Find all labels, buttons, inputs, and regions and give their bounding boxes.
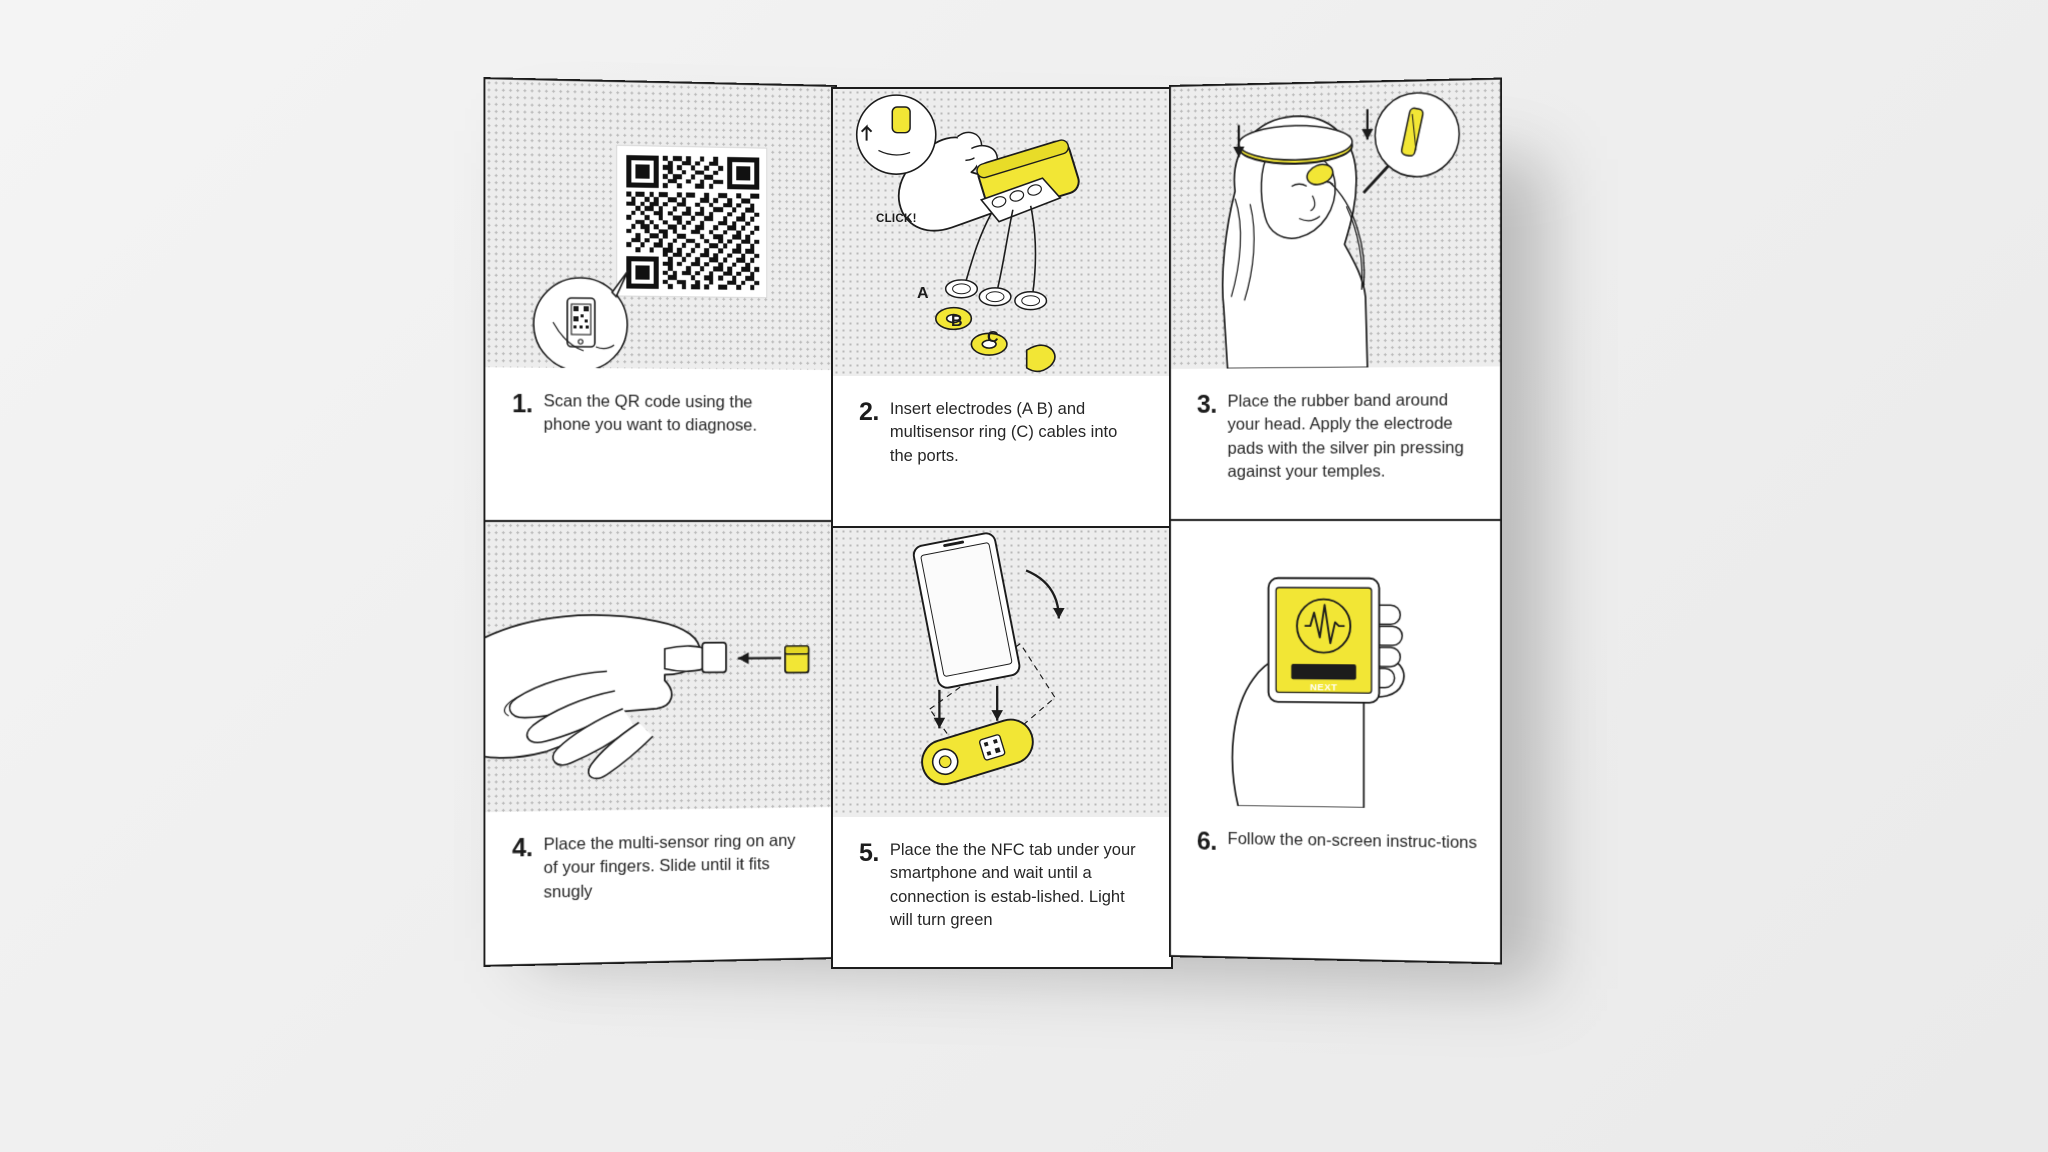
leaflet-panel-middle <box>831 87 1173 969</box>
leaflet-panel-right <box>1169 78 1502 965</box>
step-1-caption <box>485 367 835 520</box>
step-2-text: Insert electrodes (A B) and multisensor ring (C) cables into the ports. <box>889 400 1118 465</box>
electrode-label-a: A <box>917 285 929 302</box>
click-callout-label: CLICK! <box>876 213 917 225</box>
step-3-text: Place the rubber band around your head. Apply the electrode pads with the silver pin pressing against your temples. <box>1227 391 1464 482</box>
step-cell-2 <box>833 89 1171 528</box>
step-6-text: Follow the on-screen instruc-tions <box>1227 829 1478 853</box>
phone-scanning-bubble-icon <box>522 261 638 370</box>
step-4-caption <box>485 807 835 965</box>
step-cell-3 <box>1171 80 1500 521</box>
electrode-label-b: B <box>951 313 963 330</box>
step-3-number: 3. <box>1196 390 1217 419</box>
step-4-text: Place the multi-sensor ring on any of your fingers. Slide until it fits snugly <box>543 831 796 902</box>
step-5-number: 5. <box>859 839 879 867</box>
step-4-artwork <box>485 522 835 812</box>
step-5-caption <box>833 817 1171 967</box>
step-cell-6 <box>1171 521 1500 962</box>
step-5-artwork <box>833 528 1171 817</box>
step-2-artwork <box>833 89 1171 376</box>
step-3-caption <box>1171 366 1500 519</box>
step-6-caption <box>1171 805 1500 962</box>
qr-code[interactable] <box>616 145 767 298</box>
step-4-number: 4. <box>512 833 533 863</box>
step-5-text: Place the the NFC tab under your smartphone and wait until a connection is estab-lished. Light will turn green <box>889 841 1136 930</box>
step-2-number: 2. <box>859 398 879 426</box>
step-1-text: Scan the QR code using the phone you want to diagnose. <box>543 392 758 436</box>
step-1-artwork <box>485 79 835 370</box>
step-1-number: 1. <box>512 389 533 419</box>
step-6-number: 6. <box>1196 827 1217 856</box>
next-button[interactable]: NEXT <box>1309 682 1338 694</box>
instruction-leaflet <box>487 85 1497 965</box>
step-2-caption <box>833 376 1171 526</box>
step-cell-4 <box>485 522 835 965</box>
step-6-artwork <box>1171 521 1500 810</box>
step-3-artwork <box>1171 80 1500 369</box>
leaflet-panel-left <box>483 77 837 967</box>
step-cell-5 <box>833 528 1171 967</box>
step-cell-1 <box>485 79 835 522</box>
ring-label-c: C <box>987 329 999 346</box>
